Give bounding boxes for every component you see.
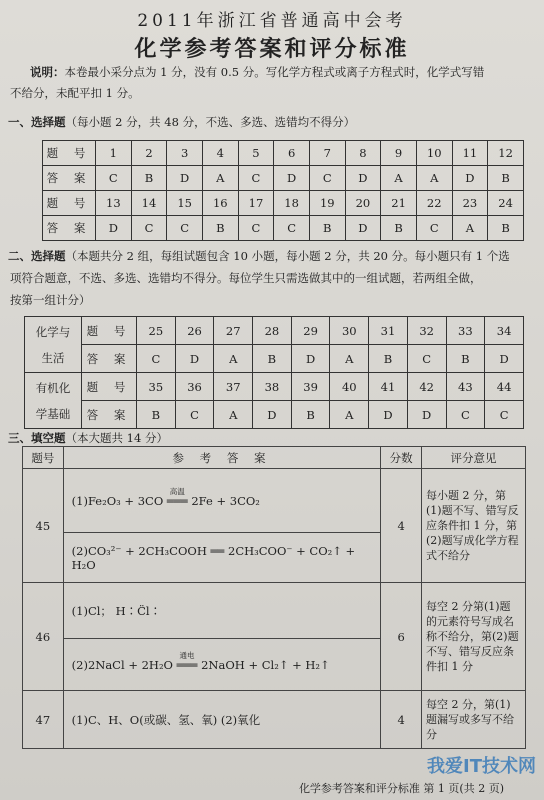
question-number-5: 6 <box>274 141 310 166</box>
q46-a2-condition: 通电 <box>179 650 195 660</box>
answer-cell-9: C <box>416 216 452 241</box>
section3-title: 三、填空题 <box>8 431 66 445</box>
question-number-0: 35 <box>137 373 176 401</box>
answer-cell-0: B <box>137 401 176 429</box>
q45-row-1 <box>23 469 526 533</box>
question-number-0: 1 <box>96 141 132 166</box>
question-number-5: 30 <box>330 317 369 345</box>
group2-label-a: 有机化 <box>35 380 71 395</box>
group1-label-b: 生活 <box>41 350 65 365</box>
section3-header-row <box>23 447 526 469</box>
answer-cell-2: A <box>214 401 253 429</box>
section2-desc-3: 按第一组计分） <box>10 293 91 307</box>
q47-note: 每空 2 分，第(1)题漏写或多写不给分 <box>421 691 525 749</box>
section1-row-nums-1 <box>43 141 524 166</box>
question-number-5: 18 <box>274 191 310 216</box>
q45-note: 每小题 2 分，第(1)题不写、错写反应条件扣 1 分，第(2)题写成化学方程式不给分 <box>421 469 525 583</box>
q45-a1-reactants: (1)Fe₂O₃ + 3CO <box>71 493 164 508</box>
section2-heading-1 <box>8 246 510 266</box>
answer-cell-6: D <box>369 401 408 429</box>
q47-score: 4 <box>381 691 422 749</box>
question-number-9: 10 <box>416 141 452 166</box>
question-number-9: 34 <box>485 317 524 345</box>
group1-label <box>25 317 82 373</box>
question-number-8: 43 <box>446 373 485 401</box>
answer-cell-3: A <box>202 166 238 191</box>
q46-score: 6 <box>381 583 422 691</box>
note-label: 说明： <box>30 65 65 79</box>
answer-cell-9: D <box>485 345 524 373</box>
question-number-6: 31 <box>369 317 408 345</box>
question-number-3: 16 <box>202 191 238 216</box>
section2-table <box>24 316 524 429</box>
answer-cell-1: C <box>131 216 167 241</box>
answer-cell-5: A <box>330 345 369 373</box>
q46-row-1 <box>23 583 526 639</box>
section2-desc-1: （本题共分 2 组，每组试题包含 10 小题，每小题 2 分，共 20 分。每小题只有 1 个选 <box>65 249 510 263</box>
question-number-7: 20 <box>345 191 381 216</box>
q46-answer-2 <box>63 639 381 691</box>
answer-cell-4: C <box>238 216 274 241</box>
question-number-4: 17 <box>238 191 274 216</box>
answer-cell-1: C <box>175 401 214 429</box>
answer-cell-10: D <box>452 166 488 191</box>
section2-title: 二、选择题 <box>8 249 66 263</box>
answer-cell-8: B <box>446 345 485 373</box>
answer-cell-11: B <box>488 166 524 191</box>
question-number-0: 13 <box>96 191 132 216</box>
question-number-10: 23 <box>452 191 488 216</box>
answer-cell-6: B <box>309 216 345 241</box>
question-number-11: 12 <box>488 141 524 166</box>
answer-cell-3: D <box>253 401 292 429</box>
col-answer-header: 参 考 答 案 <box>63 447 381 469</box>
section3-desc: （本大题共 14 分） <box>65 431 168 445</box>
q46-a2-reactants: (2)2NaCl + 2H₂O <box>71 657 173 672</box>
answer-cell-4: C <box>238 166 274 191</box>
question-number-2: 27 <box>214 317 253 345</box>
answer-cell-5: D <box>274 166 310 191</box>
answer-cell-7: C <box>407 345 446 373</box>
section2-desc-2: 项符合题意，不选、多选、选错均不得分。每位学生只需选做其中的一组试题，若两组全做， <box>10 271 482 285</box>
answer-cell-1: B <box>131 166 167 191</box>
question-number-0: 25 <box>137 317 176 345</box>
answer-cell-4: B <box>291 401 330 429</box>
answer-cell-8: B <box>381 216 417 241</box>
question-number-1: 2 <box>131 141 167 166</box>
page-footer: 化学参考答案和评分标准 第 1 页(共 2 页) <box>298 782 504 795</box>
question-number-9: 44 <box>485 373 524 401</box>
q45-a1-arrow: 高温 ═══ <box>166 486 188 508</box>
q46-a2-arrow: 通电 ═══ <box>176 650 198 672</box>
answer-cell-10: A <box>452 216 488 241</box>
q45-a1-products: 2Fe + 3CO₂ <box>191 493 260 508</box>
q45-a1-condition: 高温 <box>169 486 185 496</box>
section1-row-ans-1 <box>43 166 524 191</box>
section3-table <box>22 446 526 749</box>
question-number-3: 4 <box>202 141 238 166</box>
a-label: 答 案 <box>82 345 137 373</box>
a-label: 答 案 <box>43 166 96 191</box>
question-number-8: 21 <box>381 191 417 216</box>
a-label: 答 案 <box>43 216 96 241</box>
section1-desc: （每小题 2 分，共 48 分，不选、多选、选错均不得分） <box>65 115 356 129</box>
question-number-4: 29 <box>291 317 330 345</box>
q45-number: 45 <box>23 469 64 583</box>
col-q-header: 题号 <box>23 447 64 469</box>
group1-label-a: 化学与 <box>35 324 71 339</box>
document-title: 化学参考答案和评分标准 <box>134 37 410 62</box>
section1-row-ans-2 <box>43 216 524 241</box>
section2-g2-nums <box>25 373 524 401</box>
section2-g1-ans <box>25 345 524 373</box>
answer-cell-6: C <box>309 166 345 191</box>
q-label: 题 号 <box>82 373 137 401</box>
question-number-8: 9 <box>381 141 417 166</box>
col-score-header: 分数 <box>381 447 422 469</box>
answer-cell-0: C <box>137 345 176 373</box>
a-label: 答 案 <box>82 401 137 429</box>
question-number-2: 15 <box>167 191 203 216</box>
answer-cell-3: B <box>253 345 292 373</box>
question-number-7: 32 <box>407 317 446 345</box>
q46-note: 每空 2 分第(1)题的元素符号写成名称不给分，第(2)题不写、错写反应条件扣 1 分 <box>421 583 525 691</box>
question-number-9: 22 <box>416 191 452 216</box>
answer-cell-6: B <box>369 345 408 373</box>
question-number-2: 37 <box>214 373 253 401</box>
q46-a2-products: 2NaOH + Cl₂↑ + H₂↑ <box>201 657 330 672</box>
answer-cell-0: C <box>96 166 132 191</box>
exam-title: 2011年浙江省普通高中会考 <box>137 11 407 31</box>
answer-cell-5: A <box>330 401 369 429</box>
question-number-4: 5 <box>238 141 274 166</box>
question-number-11: 24 <box>488 191 524 216</box>
question-number-1: 26 <box>175 317 214 345</box>
answer-cell-4: D <box>291 345 330 373</box>
question-number-7: 42 <box>407 373 446 401</box>
answer-cell-7: D <box>345 216 381 241</box>
question-number-3: 28 <box>253 317 292 345</box>
section1-table <box>42 140 524 241</box>
section3-heading <box>8 428 168 448</box>
group2-label-b: 学基础 <box>35 406 71 421</box>
answer-cell-11: B <box>488 216 524 241</box>
answer-cell-3: B <box>202 216 238 241</box>
question-number-6: 41 <box>369 373 408 401</box>
q-label: 题 号 <box>43 141 96 166</box>
q-label: 题 号 <box>43 191 96 216</box>
question-number-5: 40 <box>330 373 369 401</box>
answer-cell-2: A <box>214 345 253 373</box>
question-number-1: 36 <box>175 373 214 401</box>
q45-answer-2: (2)CO₃²⁻ + 2CH₃COOH ══ 2CH₃COO⁻ + CO₂↑ + H₂O <box>63 533 381 583</box>
answer-cell-5: C <box>274 216 310 241</box>
question-number-3: 38 <box>253 373 292 401</box>
answer-cell-9: C <box>485 401 524 429</box>
answer-cell-8: C <box>446 401 485 429</box>
section2-g2-ans <box>25 401 524 429</box>
q45-answer-1 <box>63 469 381 533</box>
q47-answer: (1)C、H、O(或碳、氢、氧) (2)氧化 <box>63 691 381 749</box>
question-number-1: 14 <box>131 191 167 216</box>
question-number-4: 39 <box>291 373 330 401</box>
site-watermark: 我爱IT技术网 <box>427 756 536 777</box>
question-number-2: 3 <box>167 141 203 166</box>
question-number-10: 11 <box>452 141 488 166</box>
q47-row <box>23 691 526 749</box>
answer-cell-8: A <box>381 166 417 191</box>
section1-row-nums-2 <box>43 191 524 216</box>
section2-g1-nums <box>25 317 524 345</box>
question-number-6: 7 <box>309 141 345 166</box>
col-note-header: 评分意见 <box>421 447 525 469</box>
question-number-7: 8 <box>345 141 381 166</box>
answer-cell-9: A <box>416 166 452 191</box>
note-text-1: 本卷最小采分点为 1 分，没有 0.5 分。写化学方程式或离子方程式时，化学式写错 <box>64 65 485 79</box>
answer-cell-7: D <box>407 401 446 429</box>
question-number-6: 19 <box>309 191 345 216</box>
answer-cell-0: D <box>96 216 132 241</box>
q46-number: 46 <box>23 583 64 691</box>
note-line-1 <box>30 62 484 82</box>
answer-cell-1: D <box>175 345 214 373</box>
q46-answer-1: (1)Cl； H∶C̈l∶ <box>63 583 381 639</box>
answer-cell-2: D <box>167 166 203 191</box>
group2-label <box>25 373 82 429</box>
q45-score: 4 <box>381 469 422 583</box>
question-number-8: 33 <box>446 317 485 345</box>
section1-heading <box>8 112 355 132</box>
note-line-2: 不给分，未配平扣 1 分。 <box>10 86 140 100</box>
q47-number: 47 <box>23 691 64 749</box>
q-label: 题 号 <box>82 317 137 345</box>
section1-title: 一、选择题 <box>8 115 66 129</box>
answer-cell-2: C <box>167 216 203 241</box>
answer-cell-7: D <box>345 166 381 191</box>
